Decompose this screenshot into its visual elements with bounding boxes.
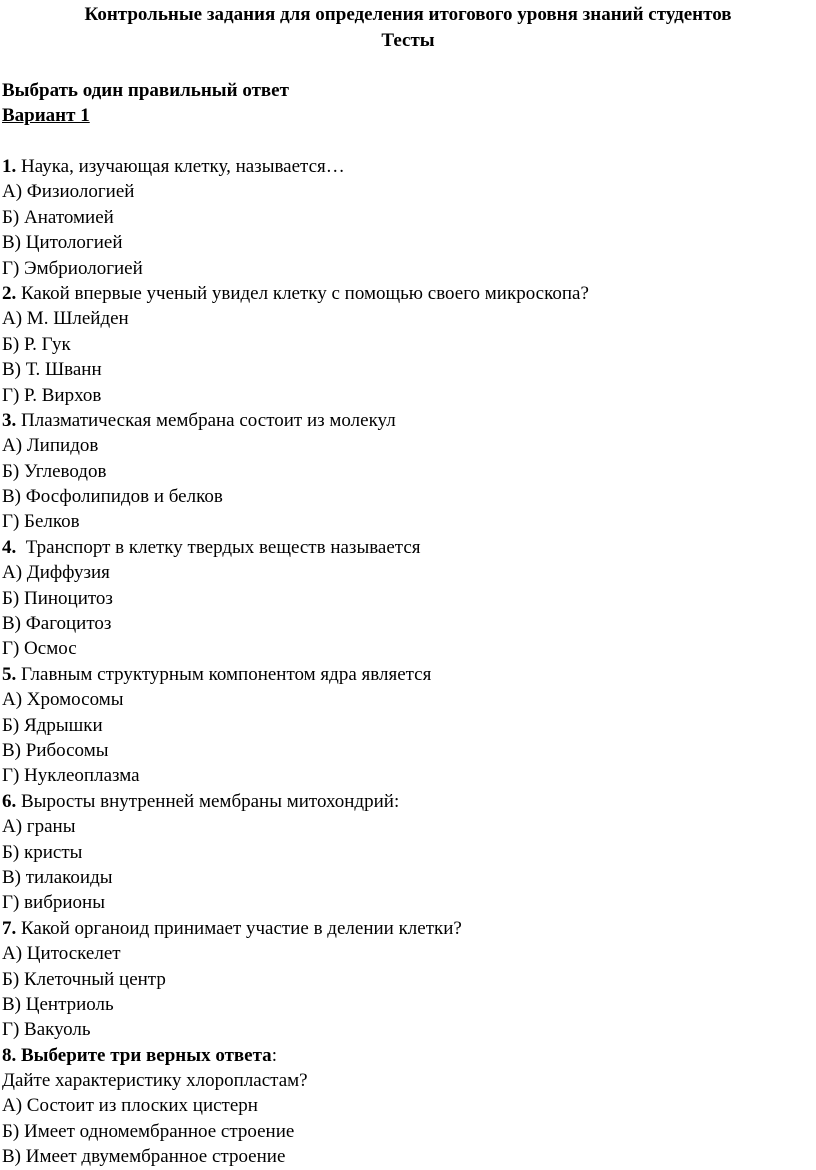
answer-option: А) Липидов: [2, 435, 99, 457]
question-number: 4.: [2, 536, 17, 558]
document-subtitle: Тесты: [381, 30, 435, 51]
question-text: Выросты внутренней мембраны митохондрий:: [16, 790, 400, 812]
answer-option: Б) Анатомией: [2, 206, 114, 228]
question-number: 6.: [2, 790, 17, 812]
answer-option: В) Рибосомы: [2, 739, 109, 761]
answer-option: В) Фагоцитоз: [2, 613, 112, 635]
document-title: Контрольные задания для определения итогового уровня знаний студентов: [84, 4, 732, 25]
answer-option: Б) Углеводов: [2, 460, 107, 482]
question-prompt: Дайте характеристику хлоропластам?: [2, 1070, 308, 1092]
answer-option: Б) Клеточный центр: [2, 968, 166, 990]
question-3: [2, 408, 812, 433]
question-8: [2, 1043, 812, 1068]
answer-option: Б) Р. Гук: [2, 333, 71, 355]
question-text: Какой впервые ученый увидел клетку с помощью своего микроскопа?: [16, 282, 589, 304]
answer-option: Б) Имеет одномембранное строение: [2, 1120, 295, 1142]
answer-option: Г) Осмос: [2, 638, 77, 660]
answer-option: А) Физиологией: [2, 181, 135, 203]
answer-option: В) Цитологией: [2, 232, 123, 254]
answer-option: Г) Вакуоль: [2, 1019, 91, 1041]
answer-option: В) Т. Шванн: [2, 359, 102, 381]
answer-option: Б) кристы: [2, 841, 83, 863]
question-number: 5.: [2, 663, 17, 685]
answer-option: А) Состоит из плоских цистерн: [2, 1095, 258, 1117]
question-2: [2, 281, 812, 306]
question-heading: 8. Выберите три верных ответа: [2, 1044, 272, 1066]
answer-option: В) Имеет двумембранное строение: [2, 1146, 286, 1168]
answer-option: В) тилакоиды: [2, 866, 113, 888]
instruction-heading: Выбрать один правильный ответ: [2, 80, 289, 101]
question-number: 7.: [2, 917, 17, 939]
answer-option: Г) вибрионы: [2, 892, 105, 914]
question-text: Плазматическая мембрана состоит из молекул: [16, 409, 396, 431]
answer-option: А) М. Шлейден: [2, 308, 129, 330]
question-text: Главным структурным компонентом ядра является: [16, 663, 432, 685]
answer-option: Б) Ядрышки: [2, 714, 103, 736]
variant-heading: Вариант 1: [2, 105, 90, 126]
question-7: [2, 916, 812, 941]
question-number: 1.: [2, 156, 17, 177]
question-number: 3.: [2, 409, 17, 431]
answer-option: В) Фосфолипидов и белков: [2, 486, 223, 508]
answer-option: Г) Эмбриологией: [2, 257, 143, 279]
question-text: Транспорт в клетку твердых веществ называется: [16, 536, 421, 558]
answer-option: Б) Пиноцитоз: [2, 587, 113, 609]
questions-list: [2, 154, 812, 1170]
answer-option: А) Хромосомы: [2, 689, 124, 711]
answer-option: Г) Нуклеоплазма: [2, 765, 140, 787]
answer-option: Г) Белков: [2, 511, 80, 533]
question-1: [2, 154, 812, 179]
answer-option: А) граны: [2, 816, 76, 838]
question-text: Наука, изучающая клетку, называется…: [16, 156, 345, 177]
answer-option: А) Цитоскелет: [2, 943, 121, 965]
question-6: [2, 789, 812, 814]
answer-option: В) Центриоль: [2, 993, 114, 1015]
question-4: [2, 535, 812, 560]
question-colon: :: [271, 1044, 277, 1066]
question-number: 2.: [2, 282, 17, 304]
answer-option: Г) Р. Вирхов: [2, 384, 102, 406]
answer-option: А) Диффузия: [2, 562, 110, 584]
question-5: [2, 662, 812, 687]
question-text: Какой органоид принимает участие в делении клетки?: [16, 917, 462, 939]
